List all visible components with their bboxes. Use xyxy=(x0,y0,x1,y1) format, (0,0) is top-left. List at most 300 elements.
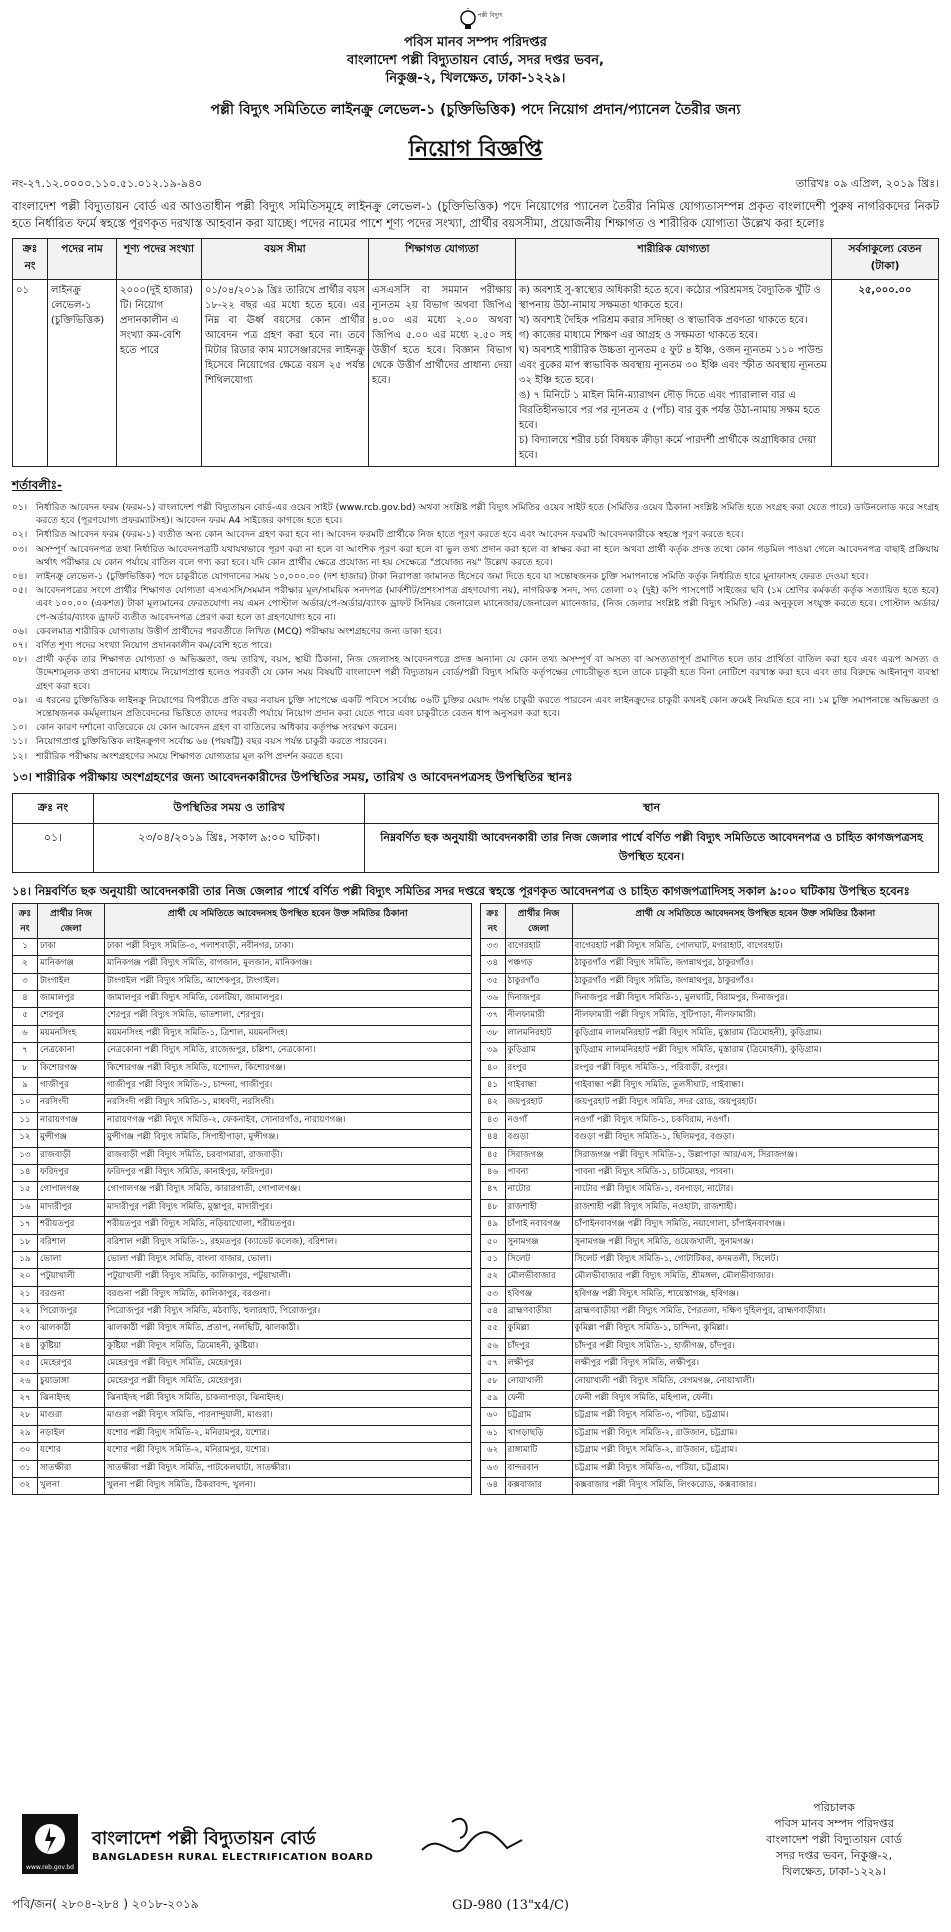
pbs-sl: ৫১ xyxy=(480,1251,505,1268)
pbs-district: চাঁদপুর xyxy=(505,1338,572,1355)
pbs-row xyxy=(480,956,939,973)
pbs-sl: ৪৭ xyxy=(480,1182,505,1199)
pbs-address: চাঁপাইনবাবগঞ্জ পল্লী বিদ্যুৎ সমিতি, নয়াগোলা, চাঁপাইনবাবগঞ্জ। xyxy=(572,1217,939,1234)
pbs-sl: ৫০ xyxy=(480,1234,505,1251)
director-line: বাংলাদেশ পল্লী বিদ্যুতায়ন বোর্ড xyxy=(766,1833,902,1846)
pbs-row xyxy=(13,1408,472,1425)
pbs-sl: ২৭ xyxy=(13,1391,38,1408)
term-text: এ ধরনের চুক্তিভিত্তিক লাইনক্রু নিয়োগের বিপরীতে প্রতি বছর নবায়ন চুক্তি সাপেক্ষে একটি পবিসে সর্বোচ্চ ০৬টি চুক্তির মেয়াদ পর্যন্ত চাকুরী করতে পারবেন এবং লাইনক্রুদের চাকুরী কখনই কোন ক্রমেই নিয়মিত হবে না। ১ম চুক্তি সমাপনান্তে অভিজ্ঞতা ও সন্তোষজনক কর্মমূল্যায়ন প্রতিবেদনের ভিত্তিতে তাদের পরবর্তী পর্যায়ে নিয়োগ প্রদান করা যেতে পারে এবং চাকুরীতে বেতন ধাপ অনুসরণ করা হবে। xyxy=(36,694,939,720)
term-text: কেবলমাত্র শারীরিক যোগ্যতায় উত্তীর্ণ প্রার্থীদের পরবর্তীতে লিখিত (MCQ) পরীক্ষায় অংশগ্রহণের জন্য ডাকা হবে। xyxy=(36,625,442,637)
pbs-district: শেরপুর xyxy=(38,1008,105,1025)
pbs-district: শরীয়তপুর xyxy=(38,1217,105,1234)
pbs-sl: ৫৪ xyxy=(480,1304,505,1321)
pbs-row xyxy=(480,1025,939,1042)
pbs-sl: ৪৯ xyxy=(480,1217,505,1234)
section13-table xyxy=(12,793,939,873)
pbs-sl: ৪ xyxy=(13,991,38,1008)
pbs-sl: ৫৯ xyxy=(480,1391,505,1408)
board-name-bn: বাংলাদেশ পল্লী বিদ্যুতায়ন বোর্ড xyxy=(92,1828,316,1849)
pbs-row xyxy=(480,1425,939,1442)
pbs-row xyxy=(480,1269,939,1286)
pbs-address: সিলেট পল্লী বিদ্যুৎ সমিতি-১, গোটাটিকর, কদমতলী, সিলেট। xyxy=(572,1251,939,1268)
pbs-row xyxy=(13,938,472,955)
cell-education: এসএসসি বা সমমান পরীক্ষায় ন্যূনতম ২য় বিভাগ অথবা জিপিএ ৪.০০ এর মধ্যে ২.০০ অথবা জিপিএ ৫.০০ এর মধ্যে ২.৫০ সহ উত্তীর্ণ হতে হবে। বিজ্ঞান বিভাগ থেকে উত্তীর্ণ প্রার্থীদের প্রাধান্য দেয়া হবে। xyxy=(369,280,516,467)
pbs-sl: ৩৩ xyxy=(480,938,505,955)
physical-item: ক) অবশ্যই সু-স্বাস্থ্যের অধিকারী হতে হবে। কঠোর পরিশ্রমসহ বৈদ্যুতিক খুঁটি ও স্থাপনায় উঠা-নামায় সক্ষমতা থাকতে হবে। xyxy=(519,285,821,311)
term-number: ১২। xyxy=(12,750,28,762)
s13-cell-datetime: ২৩/০৪/২০১৯ খ্রিঃ, সকাল ৯:০০ ঘটিকা। xyxy=(94,823,365,872)
pbs-col-address: প্রার্থী যে সমিতিতে আবেদনসহ উপস্থিত হবেন উক্ত সমিতির ঠিকানা xyxy=(572,903,939,938)
memo-date: তারিখঃ ০৯ এপ্রিল, ২০১৯ খ্রিঃ। xyxy=(795,177,939,190)
pbs-row xyxy=(480,1443,939,1460)
pbs-district: মেহেরপুর xyxy=(38,1356,105,1373)
pbs-row xyxy=(480,1060,939,1077)
pbs-district: ময়মনসিংহ xyxy=(38,1025,105,1042)
pbs-district: রাজবাড়ী xyxy=(38,1147,105,1164)
pbs-address: গোপালগঞ্জ পল্লী বিদ্যুৎ সমিতি, কারারগাতী, গোপালগঞ্জ। xyxy=(105,1182,472,1199)
pbs-col-sl: ক্রঃ নং xyxy=(13,903,38,938)
pbs-district: দিনাজপুর xyxy=(505,991,572,1008)
s13-col-place: স্থান xyxy=(365,793,939,823)
pbs-row xyxy=(13,1077,472,1094)
pbs-address: কুমিল্লা পল্লী বিদ্যুৎ সমিতি-১, চান্দিনা, কুমিল্লা। xyxy=(572,1321,939,1338)
pbs-address: চট্টগ্রাম পল্লী বিদ্যুৎ সমিতি-২, রাউজান, চট্টগ্রাম। xyxy=(572,1443,939,1460)
vacancy-table-header xyxy=(13,239,939,280)
pbs-district: মাদারীপুর xyxy=(38,1199,105,1216)
pbs-district: কুড়িগ্রাম xyxy=(505,1043,572,1060)
pbs-sl: ২ xyxy=(13,956,38,973)
col-physical: শারীরিক যোগ্যতা xyxy=(516,239,832,280)
physical-item: ঙ) ৭ মিনিটে ১ মাইল মিনি-ম্যারাথন দৌড় দিতে এবং প্যারালাল বার এ বিরতিহীনভাবে পর পর ন্যূনতম ৫ (পাঁচ) বার বুক পর্যন্ত উঠা-নামায় সক্ষম হতে হবে। xyxy=(519,390,820,431)
pbs-address: ঝালকাঠী পল্লী বিদ্যুৎ সমিতি, প্রতাপ, নলছিটি, ঝালকাঠী। xyxy=(105,1321,472,1338)
cell-salary: ২৫,০০০.০০ xyxy=(832,280,939,467)
pbs-district: পিরোজপুর xyxy=(38,1304,105,1321)
pbs-row xyxy=(13,1286,472,1303)
pbs-sl: ২৪ xyxy=(13,1338,38,1355)
pbs-row xyxy=(13,1217,472,1234)
pbs-district: কুমিল্লা xyxy=(505,1321,572,1338)
pbs-address: শেরপুর পল্লী বিদ্যুৎ সমিতি, ভাতশালা, শেরপুর। xyxy=(105,1008,472,1025)
pbs-sl: ২৯ xyxy=(13,1425,38,1442)
pbs-sl: ৩৬ xyxy=(480,991,505,1008)
pbs-address: পাবনা পল্লী বিদ্যুৎ সমিতি-১, চাটমোহর, পাবনা। xyxy=(572,1164,939,1181)
pbs-district: সিরাজগঞ্জ xyxy=(505,1147,572,1164)
pbs-row xyxy=(480,1477,939,1494)
footer xyxy=(12,1800,939,1920)
pbs-district: মৌলভীবাজার xyxy=(505,1269,572,1286)
pbs-row xyxy=(13,1095,472,1112)
pbs-address: ফরিদপুর পল্লী বিদ্যুৎ সমিতি, কানাইপুর, ফরিদপুর। xyxy=(105,1164,472,1181)
pbs-header xyxy=(13,903,472,938)
pbs-district: রংপুর xyxy=(505,1060,572,1077)
section13-row xyxy=(13,823,939,872)
pbs-district: মানিকগঞ্জ xyxy=(38,956,105,973)
pbs-district: নওগাঁ xyxy=(505,1112,572,1129)
pbs-district: বগুড়া xyxy=(505,1130,572,1147)
pbs-row xyxy=(480,938,939,955)
pbs-row xyxy=(13,1477,472,1494)
pbs-district: ব্রাহ্মণবাড়ীয়া xyxy=(505,1304,572,1321)
pbs-address: মৌলভীবাজার পল্লী বিদ্যুৎ সমিতি, শ্রীমঙ্গল, মৌলভীবাজার। xyxy=(572,1269,939,1286)
term-text: নিয়োগপ্রাপ্ত চুক্তিভিত্তিক লাইনক্রুগণ সর্বোচ্চ ৬৪ (পয়ষট্টি) বছর বয়স পর্যন্ত চাকুরী করতে পারবেন। xyxy=(36,736,387,748)
pbs-address: জয়পুরহাট পল্লী বিদ্যুৎ সমিতি, সদর রোড, জয়পুরহাট। xyxy=(572,1095,939,1112)
pbs-row xyxy=(13,1182,472,1199)
pbs-address: মুন্সীগঞ্জ পল্লী বিদ্যুৎ সমিতি, সিপাহীপাড়া, মুন্সীগঞ্জ। xyxy=(105,1130,472,1147)
pbs-row xyxy=(13,1060,472,1077)
pbs-district: মুন্সীগঞ্জ xyxy=(38,1130,105,1147)
pbs-district: ঝালকাঠী xyxy=(38,1321,105,1338)
pbs-address: নীলফামারী পল্লী বিদ্যুৎ সমিতি, সুটিপাড়া, নীলফামারী। xyxy=(572,1008,939,1025)
pbs-district: রাজশাহী xyxy=(505,1199,572,1216)
pbs-address: চট্টগ্রাম পল্লী বিদ্যুৎ সমিতি-৩, পটিয়া, চট্টগ্রাম। xyxy=(572,1408,939,1425)
pbs-district: ঢাকা xyxy=(38,938,105,955)
pbs-row xyxy=(480,1043,939,1060)
physical-item: ঘ) অবশ্যই শারীরিক উচ্চতা ন্যূনতম ৫ ফুট ৪ ইঞ্চি, ওজন ন্যূনতম ১১০ পাউন্ড এবং বুকের মাপ স্বাভাবিক অবস্থায় ন্যূনতম ৩০ ইঞ্চি এবং স্ফীত অবস্থায় ন্যূনতম ৩২ ইঞ্চি হতে হবে। xyxy=(519,345,827,386)
director-line: পবিস মানব সম্পদ পরিদপ্তর xyxy=(774,1817,894,1830)
pbs-row xyxy=(480,1095,939,1112)
pbs-district: চাঁপাই নবাবগঞ্জ xyxy=(505,1217,572,1234)
pbs-row xyxy=(480,1460,939,1477)
pbs-district: পটুয়াখালী xyxy=(38,1269,105,1286)
pbs-address: ময়মনসিংহ পল্লী বিদ্যুৎ সমিতি-১, ত্রিশাল, ময়মনসিংহ। xyxy=(105,1025,472,1042)
pbs-row xyxy=(13,1338,472,1355)
pbs-district: গাইবান্ধা xyxy=(505,1077,572,1094)
pbs-row xyxy=(13,1269,472,1286)
pbs-district: লক্ষীপুর xyxy=(505,1356,572,1373)
header-line-3: নিকুঞ্জ-২, খিলক্ষেত, ঢাকা-১২২৯। xyxy=(385,71,566,86)
pbs-address: নারায়ণগঞ্জ পল্লী বিদ্যুৎ সমিতি-২, ফেকনাইব, সোনারগাঁও, নারায়ণগঞ্জ। xyxy=(105,1112,472,1129)
pbs-district: ফেনী xyxy=(505,1391,572,1408)
pbs-address: ব্রাহ্মণবাড়ীয়া পল্লী বিদ্যুৎ সমিতি, পৈরতলা, দক্ষিণ দুহিলপুর, ব্রাহ্মণবাড়ীয়া। xyxy=(572,1304,939,1321)
pbs-address: সিরাজগঞ্জ পল্লী বিদ্যুৎ সমিতি-১, উল্লাপাড়া আর/এস, সিরাজগঞ্জ। xyxy=(572,1147,939,1164)
pbs-sl: ২২ xyxy=(13,1304,38,1321)
pbs-row xyxy=(480,1373,939,1390)
pbs-col-district: প্রার্থীর নিজ জেলা xyxy=(38,903,105,938)
pbs-district: কুষ্টিয়া xyxy=(38,1338,105,1355)
terms-title: শর্তাবলীঃ- xyxy=(12,478,63,492)
term-number: ০১। xyxy=(12,502,28,513)
term-item xyxy=(12,639,939,652)
pbs-district: গোপালগঞ্জ xyxy=(38,1182,105,1199)
pbs-sl: ১৩ xyxy=(13,1147,38,1164)
pbs-address: চাঁদপুর পল্লী বিদ্যুৎ সমিতি-১, হাজীগঞ্জ, চাঁদপুর। xyxy=(572,1338,939,1355)
pbs-district: টাংগাইল xyxy=(38,973,105,990)
term-item xyxy=(12,653,939,693)
physical-item: গ) কাজের মাধ্যমে শিক্ষণ এর আগ্রহ ও সক্ষমতা থাকতে হবে। xyxy=(519,330,758,341)
pbs-district: মাগুরা xyxy=(38,1408,105,1425)
pbs-col-district: প্রার্থীর নিজ জেলা xyxy=(505,903,572,938)
pbs-sl: ৬১ xyxy=(480,1425,505,1442)
pbs-district: নীলফামারী xyxy=(505,1008,572,1025)
pbs-address: লক্ষীপুর পল্লী বিদ্যুৎ সমিতি, লক্ষীপুর। xyxy=(572,1356,939,1373)
vacancy-table-row xyxy=(13,280,939,467)
logo-site: www.reb.gov.bd xyxy=(26,1864,74,1871)
pbs-table-left xyxy=(12,903,472,1496)
pbs-address: গাজীপুর পল্লী বিদ্যুৎ সমিতি-১, চান্দনা, গাজীপুর। xyxy=(105,1077,472,1094)
reb-logo xyxy=(22,1814,78,1874)
pbs-district: চুয়াডাঙ্গা xyxy=(38,1373,105,1390)
pbs-sl: ১৬ xyxy=(13,1199,38,1216)
pbs-row xyxy=(13,1425,472,1442)
term-text: আবেদনপত্রের সংগে প্রার্থীর শিক্ষাগত যোগ্যতা এসএসসি/সমমান পরীক্ষার মূল/সাময়িক সনদপত্র (মার্কশীট/প্রশংসাপত্র গ্রহণযোগ্য নয়), নাগরিকত্ব সনদ, সদ্য তোলা ০২ (দুই) কপি পাসপোর্ট সাইজের ছবি (১ম শ্রেণির কর্মকর্তা কর্তৃক সত্যায়িত হতে হবে) এবং ১০০.০০ (একশত) টাকা মূল্যমানের ফেরতযোগ্য নয় এমন পোস্টাল অর্ডার/পে-অর্ডার/ব্যাংক ড্রাফট সিনিয়র জেনারেল ম্যানেজার/জেনারেল ম্যানেজার, (নিজ জেলার সংশ্লিষ্ট পল্লী বিদ্যুৎ সমিতি) -এর অনুকূলে সংযুক্ত করতে হবে। পোস্টাল অর্ডার/পে-অর্ডার/ব্যাংক ড্রাফট ব্যতীত আবেদনপত্র প্রেরণ করা হলে তা গ্রহণযোগ্য হবে না। xyxy=(36,585,939,623)
terms-list xyxy=(12,501,939,763)
intro-paragraph: বাংলাদেশ পল্লী বিদ্যুতায়ন বোর্ড এর আওতাধীন পল্লী বিদ্যুৎ সমিতিসমূহে লাইনক্রু লেভেল-১ (চুক্তিভিত্তিক) পদে নিয়োগের প্যানেল তৈরীর নিমিত্ত যোগ্যতাসম্পন্ন প্রকৃত বাংলাদেশী পুরুষ নাগরিকদের নিকট হতে নির্ধারিত ফর্মে স্বহস্তে পূরণকৃত দরখাস্ত আহবান করা যাচ্ছে। পদের নামের পাশে শূণ্য পদের সংখ্যা, প্রার্থীর বয়সসীমা, প্রয়োজনীয় শিক্ষাগত ও শারীরিক যোগ্যতা উল্লেখ করা হলোঃ xyxy=(12,199,939,230)
pbs-address: যশোর পল্লী বিদ্যুৎ সমিতি-২, মনিরামপুর, যশোর। xyxy=(105,1443,472,1460)
term-item xyxy=(12,721,939,734)
pbs-sl: ২৫ xyxy=(13,1356,38,1373)
cell-post: লাইনক্রু লেভেল-১ (চুক্তিভিত্তিক) xyxy=(48,280,117,467)
pbs-sl: ২১ xyxy=(13,1286,38,1303)
pbs-sl: ৩১ xyxy=(13,1460,38,1477)
pbs-sl: ৫৫ xyxy=(480,1321,505,1338)
pbs-district: বরগুনা xyxy=(38,1286,105,1303)
pbs-col-sl: ক্রঃ নং xyxy=(480,903,505,938)
col-education: শিক্ষাগত যোগ্যতা xyxy=(369,239,516,280)
pbs-row xyxy=(480,973,939,990)
pbs-address: টাংগাইল পল্লী বিদ্যুৎ সমিতি, আশেকপুর, টাংগাইল। xyxy=(105,973,472,990)
pbs-sl: ৬০ xyxy=(480,1408,505,1425)
pbs-row xyxy=(480,1199,939,1216)
pbs-district: নেত্রকোনা xyxy=(38,1043,105,1060)
pbs-address: নওগাঁ পল্লী বিদ্যুৎ সমিতি-১, চকবিরাম, নওগাঁ। xyxy=(572,1112,939,1129)
term-item xyxy=(12,750,939,763)
pbs-sl: ৭ xyxy=(13,1043,38,1060)
pbs-sl: ২০ xyxy=(13,1269,38,1286)
pbs-address: সাতক্ষীরা পল্লী বিদ্যুৎ সমিতি, পাটকেলঘাটা, সাতক্ষীরা। xyxy=(105,1460,472,1477)
pbs-sl: ৩ xyxy=(13,973,38,990)
pbs-address: দিনাজপুর পল্লী বিদ্যুৎ সমিতি-১, মুলঘাটি, বিরামপুর, দিনাজপুর। xyxy=(572,991,939,1008)
pbs-row xyxy=(480,991,939,1008)
term-text: শারীরিক পরীক্ষায় অংশগ্রহণের সময়ে শিক্ষাগত যোগ্যতার মূল কপি প্রদর্শন করতে হবে। xyxy=(36,750,344,762)
pbs-address: পিরোজপুর পল্লী বিদ্যুৎ সমিতি, মঠবাড়ি, হুলারহাট, পিরোজপুর। xyxy=(105,1304,472,1321)
header-line-1: পবিস মানব সম্পদ পরিদপ্তর xyxy=(404,35,547,50)
pbs-sl: ৬২ xyxy=(480,1443,505,1460)
pbs-row xyxy=(480,1077,939,1094)
term-number: ০৬। xyxy=(12,625,28,637)
memo-number: নং-২৭.১২.০০০০.১১০.৫১.০১২.১৯-৯৪০ xyxy=(12,177,203,190)
pbs-district: সাতক্ষীরা xyxy=(38,1460,105,1477)
pbs-district: যশোর xyxy=(38,1443,105,1460)
col-sl: ক্রঃ নং xyxy=(13,239,48,280)
pbs-col-address: প্রার্থী যে সমিতিতে আবেদনসহ উপস্থিত হবেন উক্ত সমিতির ঠিকানা xyxy=(105,903,472,938)
director-block xyxy=(739,1800,929,1880)
physical-item: খ) অবশ্যই দৈহিক পরিশ্রম করার সদিচ্ছা ও স্বাভাবিক প্রবণতা থাকতে হবে। xyxy=(519,315,808,326)
pbs-sl: ১৮ xyxy=(13,1234,38,1251)
pbs-district: বাগেরহাট xyxy=(505,938,572,955)
pbs-row xyxy=(480,1408,939,1425)
pbs-row xyxy=(13,991,472,1008)
pbs-address: কুষ্টিয়া পল্লী বিদ্যুৎ সমিতি, ত্রিমোহনী, কুষ্টিয়া। xyxy=(105,1338,472,1355)
pbs-address: কিশোরগঞ্জ পল্লী বিদ্যুৎ সমিতি, যশোদল, কিশোরগঞ্জ। xyxy=(105,1060,472,1077)
section14-title: ১৪। নিম্নবর্ণিত ছক অনুযায়ী আবেদনকারী তার নিজ জেলার পার্শ্বে বর্ণিত পল্লী বিদ্যুৎ সমিতির সদর দপ্তরে স্বহস্তে পূরণকৃত আবেদনপত্র ও চাহিত কাগজপত্রাদিসহ সকাল ৯:০০ ঘটিকায় উপস্থিত হবেনঃ xyxy=(12,883,910,898)
term-text: লাইনক্রু লেভেল-১ (চুক্তিভিত্তিক) পদে চাকুরীতে যোগদানের সময় ১০,০০০.০০ (দশ হাজার) টাকা নিরাপত্তা জামানত হিসেবে জমা দিতে হবে যা সন্তোষজনক চুক্তি সমাপনান্তে সমিতি কর্তৃক নির্ধারিত হারে মুনাফাসহ ফেরত দেওয়া হবে। xyxy=(36,571,869,583)
pbs-district: ঠাকুরগাঁও xyxy=(505,973,572,990)
pbs-row xyxy=(480,1147,939,1164)
pbs-row xyxy=(480,1304,939,1321)
pbs-district: জয়পুরহাট xyxy=(505,1095,572,1112)
pbs-sl: ৪৩ xyxy=(480,1112,505,1129)
pbs-district: খাগড়াছড়ি xyxy=(505,1425,572,1442)
pbs-row xyxy=(480,1321,939,1338)
pbs-district: কিশোরগঞ্জ xyxy=(38,1060,105,1077)
pbs-address: মাগুরা পল্লী বিদ্যুৎ সমিতি, পারনান্দুয়ালী, মাগুরা। xyxy=(105,1408,472,1425)
pbs-row xyxy=(480,1217,939,1234)
pbs-address: চট্টগ্রাম পল্লী বিদ্যুৎ সমিতি-৩, পটিয়া, চট্টগ্রাম। xyxy=(572,1460,939,1477)
pbs-row xyxy=(13,1356,472,1373)
pbs-row xyxy=(480,1286,939,1303)
pbs-sl: ৩০ xyxy=(13,1443,38,1460)
pbs-row xyxy=(13,973,472,990)
pbs-row xyxy=(13,1460,472,1477)
term-number: ০৮। xyxy=(12,654,28,666)
pbs-district: সুনামগঞ্জ xyxy=(505,1234,572,1251)
pbs-row xyxy=(13,1043,472,1060)
header-line-2: বাংলাদেশ পল্লী বিদ্যুতায়ন বোর্ড, সদর দপ্তর ভবন, xyxy=(347,53,604,68)
pbs-row xyxy=(13,956,472,973)
pbs-address: নোয়াখালী পল্লী বিদ্যুৎ সমিতি, বেগমগঞ্জ, নোয়াখালী। xyxy=(572,1373,939,1390)
term-number: ০৯। xyxy=(12,694,28,706)
pbs-address: জামালপুর পল্লী বিদ্যুৎ সমিতি, বেলটিয়া, জামালপুর। xyxy=(105,991,472,1008)
pbs-sl: ১৯ xyxy=(13,1251,38,1268)
term-number: ০৭। xyxy=(12,640,28,652)
pbs-district: কক্সবাজার xyxy=(505,1477,572,1494)
pbs-table-right xyxy=(480,903,940,1496)
pbs-district: রাঙ্গামাটি xyxy=(505,1443,572,1460)
pbs-sl: ১১ xyxy=(13,1112,38,1129)
pbs-sl: ৪৪ xyxy=(480,1130,505,1147)
pbs-address: মেহেরপুর পল্লী বিদ্যুৎ সমিতি, মেহেরপুর। xyxy=(105,1373,472,1390)
header-logo-text: পল্লী বিদ্যুৎ xyxy=(477,12,503,19)
s13-cell-sl: ০১। xyxy=(13,823,94,872)
pbs-district: পঞ্চগড় xyxy=(505,956,572,973)
pbs-row xyxy=(13,1321,472,1338)
cell-vacancy: ২০০০(দুই হাজার) টি। নিয়োগ প্রদানকালীন এ সংখ্যা কম-বেশি হতে পারে xyxy=(117,280,202,467)
pbs-sl: ৫৬ xyxy=(480,1338,505,1355)
pbs-row xyxy=(13,1147,472,1164)
col-age: বয়স সীমা xyxy=(202,239,369,280)
pbs-district: পাবনা xyxy=(505,1164,572,1181)
pbs-row xyxy=(13,1008,472,1025)
pbs-sl: ৫২ xyxy=(480,1269,505,1286)
pbs-district: জামালপুর xyxy=(38,991,105,1008)
pbs-sl: ৬৩ xyxy=(480,1460,505,1477)
pbs-row xyxy=(13,1025,472,1042)
pbs-row xyxy=(480,1130,939,1147)
term-item xyxy=(12,501,939,527)
pbs-sl: ৫ xyxy=(13,1008,38,1025)
pbs-address: ফেনী পল্লী বিদ্যুৎ সমিতি, মহিপাল, ফেনী। xyxy=(572,1391,939,1408)
pbs-tables xyxy=(12,903,939,1496)
term-number: ০৪। xyxy=(12,571,28,583)
pbs-sl: ৫৭ xyxy=(480,1356,505,1373)
pbs-address: মানিকগঞ্জ পল্লী বিদ্যুৎ সমিতি, বাগজান, মুলজান, মানিকগঞ্জ। xyxy=(105,956,472,973)
pbs-address: সুনামগঞ্জ পল্লী বিদ্যুৎ সমিতি, ওয়েজখালী, সুনামগঞ্জ। xyxy=(572,1234,939,1251)
pbs-address: ভোলা পল্লী বিদ্যুৎ সমিতি, বাংলা বাজার, ভোলা। xyxy=(105,1251,472,1268)
pbs-sl: ৩৭ xyxy=(480,1008,505,1025)
pbs-address: মেহেরপুর পল্লী বিদ্যুৎ সমিতি, মেহেরপুর। xyxy=(105,1356,472,1373)
pbs-address: মাদারীপুর পল্লী বিদ্যুৎ সমিতি, মুস্তাপুর, মাদারীপুর। xyxy=(105,1199,472,1216)
pbs-sl: ১৭ xyxy=(13,1217,38,1234)
pbs-address: বাগেরহাট পল্লী বিদ্যুৎ সমিতি, পোলঘাট, মগরাহাট, বাগেরহাট। xyxy=(572,938,939,955)
pbs-sl: ৪৫ xyxy=(480,1147,505,1164)
term-text: প্রার্থী কর্তৃক তার শিক্ষাগত যোগ্যতা ও অভিজ্ঞতা, জন্ম তারিখ, বয়স, স্থায়ী ঠিকানা, নিজ জেলাসহ আবেদনপত্রে প্রদত্ত অন্যান্য যে কোন তথ্য অসম্পূর্ণ বা অসত্য বা অসত্যতাপূর্ণ প্রমাণিত হলে তার প্রার্থিতা বাতিল করা হবে এবং এরূপ অসত্য ও উদ্দেশ্যমূলক তথ্য প্রদানের মাধ্যমে নিয়োগপ্রাপ্ত হলেও পরবর্তী যে কোন সময় বিষয়টি বাংলাদেশ পল্লী বিদ্যুতায়ন বোর্ড/পল্লী বিদ্যুৎ সমিতি কর্তৃপক্ষের গোচরীভূত হলে তাকে চাকুরী হতে বিনা নোটিশে বরখাস্ত করা হবে এবং তার বিরুদ্ধে আইনানুগ ব্যবস্থা গ্রহণ করা হবে। xyxy=(36,654,939,692)
pbs-district: নোয়াখালী xyxy=(505,1373,572,1390)
director-line: সদর দপ্তর ভবন, নিকুঞ্জ-২, xyxy=(775,1849,893,1862)
pbs-sl: ৫৩ xyxy=(480,1286,505,1303)
pbs-sl: ৬ xyxy=(13,1025,38,1042)
pbs-sl: ৪১ xyxy=(480,1077,505,1094)
pbs-row xyxy=(13,1234,472,1251)
pbs-row xyxy=(13,1199,472,1216)
pbs-row xyxy=(13,1391,472,1408)
memo-row xyxy=(12,175,939,194)
term-number: ১০। xyxy=(12,722,28,734)
term-text: নির্ধারিত আবেদন ফরম (ফরম-১) ব্যতীত অন্য কোন আবেদন গ্রহণ করা হবে না। আবেদন ফরমটি প্রার্থীকে নিজ হাতে পূরণ করতে হবে এবং আবেদন ফরমটি আবেদনকারীকে স্বহস্তে পূরণ করতে হবে। xyxy=(36,529,744,541)
pbs-district: বরিশাল xyxy=(38,1234,105,1251)
pbs-address: কুড়িগ্রাম লালমনিরহাট পল্লী বিদ্যুৎ সমিতি, মুস্তারাম (ত্রিমোহনী), কুড়িগ্রাম। xyxy=(572,1043,939,1060)
pbs-sl: ৪২ xyxy=(480,1095,505,1112)
pbs-row xyxy=(13,1164,472,1181)
pbs-row xyxy=(480,1251,939,1268)
pbs-address: নেত্রকোনা পল্লী বিদ্যুৎ সমিতি, রাজেন্দ্রপুর, চল্লিশা, নেত্রকোনা। xyxy=(105,1043,472,1060)
term-text: কোন কারণ দর্শানো ব্যতিরেকে যে কোন আবেদন গ্রহণ বা বাতিলের অধিকার কর্তৃপক্ষ সংরক্ষণ করেন। xyxy=(36,722,397,734)
term-item xyxy=(12,570,939,583)
pbs-row xyxy=(480,1182,939,1199)
pbs-district: গাজীপুর xyxy=(38,1077,105,1094)
pbs-sl: ১০ xyxy=(13,1095,38,1112)
pbs-row xyxy=(480,1164,939,1181)
pbs-row xyxy=(13,1304,472,1321)
s13-cell-place: নিম্নবর্ণিত ছক অনুযায়ী আবেদনকারী তার নিজ জেলার পার্শ্বে বর্ণিত পল্লী বিদ্যুৎ সমিতিতে আবেদনপত্র ও চাহিত কাগজপত্রসহ উপস্থিত হবেন। xyxy=(365,823,939,872)
vacancy-table xyxy=(12,238,939,467)
pbs-district: ফরিদপুর xyxy=(38,1164,105,1181)
pbs-district: ঝিনাইদহ xyxy=(38,1391,105,1408)
pbs-sl: ৩৫ xyxy=(480,973,505,990)
pbs-sl: ১২ xyxy=(13,1130,38,1147)
pbs-row xyxy=(480,1338,939,1355)
pbs-sl: ৪০ xyxy=(480,1060,505,1077)
pbs-district: সিলেট xyxy=(505,1251,572,1268)
term-item xyxy=(12,694,939,720)
pbs-sl: ১৪ xyxy=(13,1164,38,1181)
pbs-address: কক্সবাজার পল্লী বিদ্যুৎ সমিতি, লিংকরোড, কক্সবাজার। xyxy=(572,1477,939,1494)
pbs-address: বগুড়া পল্লী বিদ্যুৎ সমিতি-১, ছিলিমপুর, বগুড়া। xyxy=(572,1130,939,1147)
pbs-row xyxy=(13,1112,472,1129)
pbs-address: খুলনা পল্লী বিদ্যুৎ সমিতি, ঠিকরাবন্দ, খুলনা। xyxy=(105,1477,472,1494)
pbs-sl: ৩২ xyxy=(13,1477,38,1494)
pbs-row xyxy=(13,1130,472,1147)
term-number: ০২। xyxy=(12,529,28,541)
pbs-address: গাইবান্ধা পল্লী বিদ্যুৎ সমিতি, তুলসীঘাট, গাইবান্ধা। xyxy=(572,1077,939,1094)
pbs-district: নারায়ণগঞ্জ xyxy=(38,1112,105,1129)
term-item xyxy=(12,735,939,748)
pbs-district: নাটোর xyxy=(505,1182,572,1199)
pbs-address: বরগুনা পল্লী বিদ্যুৎ সমিতি, কালিকাপুর, বরগুনা। xyxy=(105,1286,472,1303)
pbs-sl: ১৫ xyxy=(13,1182,38,1199)
director-line: খিলক্ষেত, ঢাকা-১২২৯। xyxy=(782,1865,886,1878)
term-item xyxy=(12,625,939,638)
pbs-address: বরিশাল পল্লী বিদ্যুৎ সমিতি-১, রহমতপুর (ক্যাডেট কলেজ), বরিশাল। xyxy=(105,1234,472,1251)
term-number: ০৩। xyxy=(12,543,28,555)
signature-icon xyxy=(412,1810,532,1870)
pbs-sl: ৫৮ xyxy=(480,1373,505,1390)
cell-age: ০১/০৪/২০১৯ খ্রিঃ তারিখে প্রার্থীর বয়স ১৮-২২ বছর এর মধ্যে হতে হবে। এর নিম্ন বা ঊর্ধ্ব বয়সের কোন প্রার্থীর আবেদন পত্র গ্রহণ করা হবে না। তবে মিটার রিডার কাম ম্যাসেঞ্জারদের লাইনক্রু হিসেবে নিয়োগের ক্ষেত্রে বয়স ২৫ পর্যন্ত শিথিলযোগ্য xyxy=(202,280,369,467)
pbs-row xyxy=(13,1251,472,1268)
cell-sl: ০১ xyxy=(13,280,48,467)
pbs-sl: ৮ xyxy=(13,1060,38,1077)
pbs-address: হবিগঞ্জ পল্লী বিদ্যুৎ সমিতি, শায়েস্তাগঞ্জ, হবিগঞ্জ। xyxy=(572,1286,939,1303)
pbs-address: নাটোর পল্লী বিদ্যুৎ সমিতি-১, বনপাড়া, নাটোর। xyxy=(572,1182,939,1199)
